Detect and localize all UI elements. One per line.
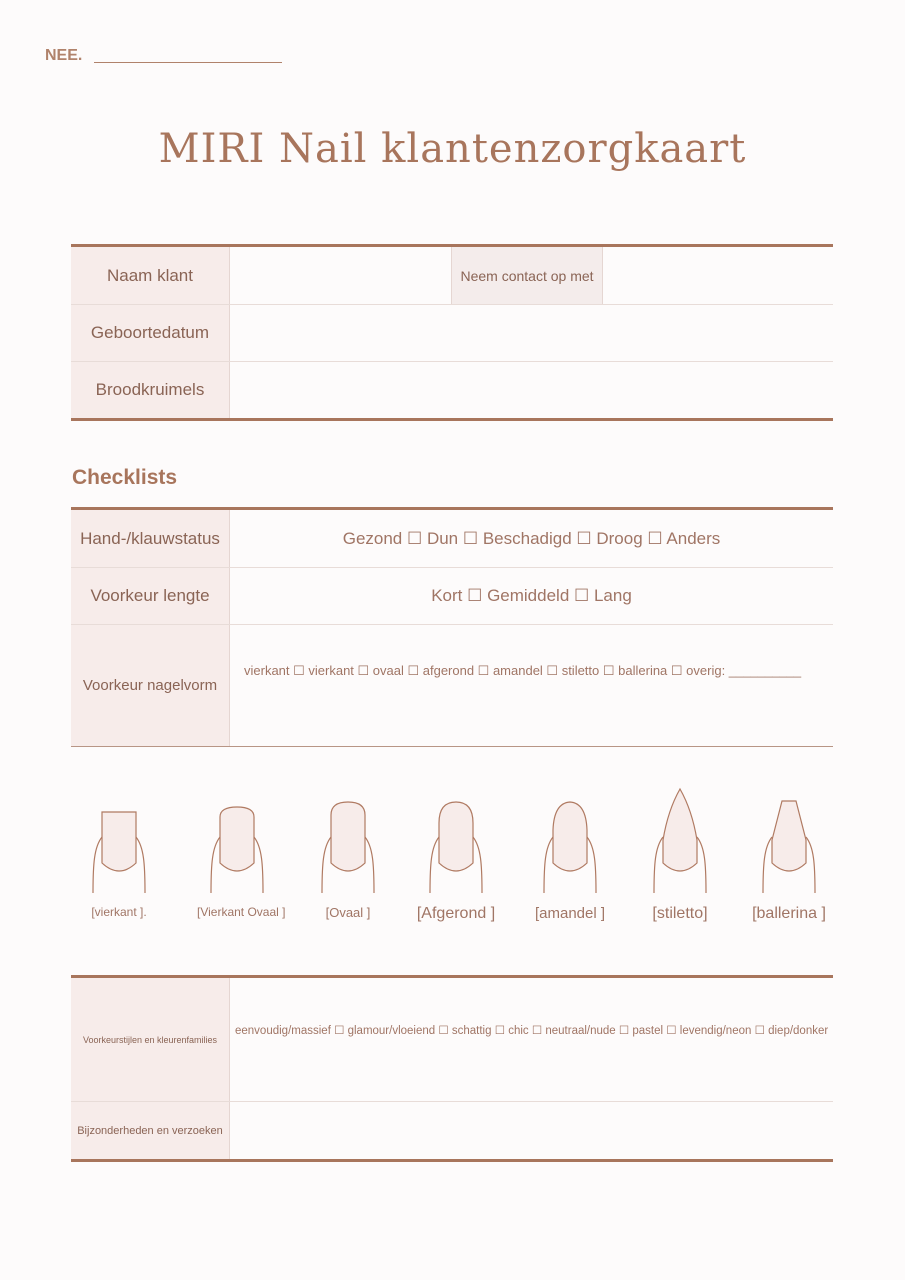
nail-shape-label: [stiletto] xyxy=(652,905,708,922)
number-field[interactable] xyxy=(94,62,282,63)
styles-options[interactable]: eenvoudig/massief ☐ glamour/vloeiend ☐ schattig ☐ chic ☐ neutraal/nude ☐ pastel ☐ levendig/neon ☐ diep/donker xyxy=(235,1025,829,1037)
nail-shape-label: [Vierkant Ovaal ] xyxy=(197,905,286,919)
breadcrumbs-label: Broodkruimels xyxy=(71,362,230,418)
round-nail-icon xyxy=(426,785,486,895)
page-title: MIRI Nail klantenzorgkaart xyxy=(158,126,747,172)
nail-shape-label: [Afgerond ] xyxy=(416,905,496,922)
stiletto-nail-icon xyxy=(650,785,710,895)
nail-shape-label: [Ovaal ] xyxy=(325,905,371,920)
checklists-heading: Checklists xyxy=(72,466,178,489)
client-info-table xyxy=(71,244,833,421)
checklist-table xyxy=(71,507,833,747)
birthdate-label: Geboortedatum xyxy=(71,305,230,361)
contact-label: Neem contact op met xyxy=(451,247,603,304)
nail-shape-oval xyxy=(308,785,388,920)
styles-table xyxy=(71,975,833,1162)
hand-status-label: Hand-/klauwstatus xyxy=(71,510,230,567)
squoval-nail-icon xyxy=(207,785,267,895)
oval-nail-icon xyxy=(318,785,378,895)
birthdate-field[interactable] xyxy=(230,305,833,361)
nail-shape-round xyxy=(416,785,496,923)
breadcrumbs-field[interactable] xyxy=(230,362,833,418)
nail-shape-square xyxy=(79,785,159,919)
ballerina-nail-icon xyxy=(759,785,819,895)
square-nail-icon xyxy=(89,785,149,895)
nail-shape-almond xyxy=(530,785,610,922)
almond-nail-icon xyxy=(540,785,600,895)
length-label: Voorkeur lengte xyxy=(71,568,230,624)
length-options[interactable]: Kort ☐ Gemiddeld ☐ Lang xyxy=(431,586,632,605)
number-label: NEE. xyxy=(45,47,83,64)
nail-shape-ballerina xyxy=(749,785,829,923)
nail-shape-label: [ballerina ] xyxy=(752,905,826,922)
nail-shape-label: [amandel ] xyxy=(534,905,606,922)
requests-field[interactable] xyxy=(230,1102,833,1159)
contact-field[interactable] xyxy=(603,247,833,304)
client-name-label: Naam klant xyxy=(71,247,230,304)
requests-label: Bijzonderheden en verzoeken xyxy=(71,1102,230,1159)
nail-shape-label: [vierkant ]. xyxy=(91,905,147,919)
nail-shape-options[interactable]: vierkant ☐ vierkant ☐ ovaal ☐ afgerond ☐ amandel ☐ stiletto ☐ ballerina ☐ overig: __________ xyxy=(244,663,802,678)
hand-status-options[interactable]: Gezond ☐ Dun ☐ Beschadigd ☐ Droog ☐ Anders xyxy=(342,528,721,548)
nail-shape-squoval xyxy=(197,785,286,919)
nail-shape-label: Voorkeur nagelvorm xyxy=(71,625,230,746)
styles-label: Voorkeurstijlen en kleurenfamilies xyxy=(71,978,230,1101)
nail-shape-stiletto xyxy=(640,785,720,923)
